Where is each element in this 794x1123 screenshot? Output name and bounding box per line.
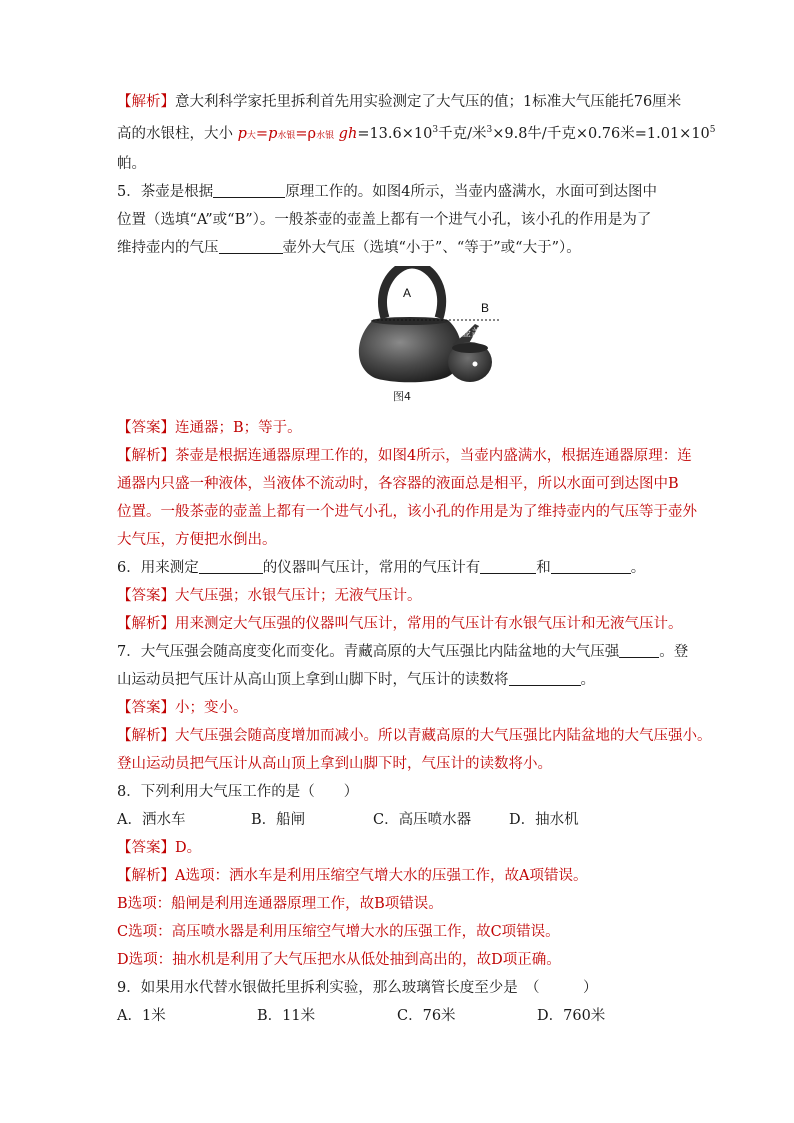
teapot-handle [382,266,441,318]
q8-option-c: C．高压喷水器 [373,812,472,828]
q8-analysis-a: 【解析】A选项：洒水车是利用压缩空气增大水的压强工作，故A项错误。 [117,868,588,884]
q6-blank-1 [199,559,263,574]
q9-options [117,1002,687,1030]
q7-blank-1 [619,643,659,658]
q8-analysis-d: D选项：抽水机是利用了大气压把水从低处抽到高出的，故D项正确。 [117,952,561,968]
q4-analysis-line-2: 高的水银柱，大小 p大=p水银=ρ水银 $gh=13.6\times 10^3$千克/米$^3$×9.8牛/千克×0.76米$=1.01\times 10^5$ [117,125,716,142]
q6-answer: 【答案】大气压强；水银气压计；无液气压计。 [117,588,422,604]
q6-stem: 6．用来测定 的仪器叫气压计，常用的气压计有 和 。 [117,560,646,576]
label-lid: 壶盖 [461,328,481,339]
q9-stem: 9．如果用水代替水银做托里拆利实验，那么玻璃管长度至少是 （ ） [117,980,598,996]
q8-analysis-c: C选项：高压喷水器是利用压缩空气增大水的压强工作，故C项错误。 [117,924,560,940]
pressure-formula: p大=p水银=ρ水银 gh [237,126,358,142]
label-a: A [403,286,412,300]
q7-answer: 【答案】小；变小。 [117,700,248,716]
teapot-body [359,321,462,382]
q9-option-a: A．1米 [117,1008,166,1024]
label-b: B [481,301,490,315]
q8-stem: 8．下列利用大气压工作的是（ ） [117,784,359,800]
q6-analysis: 【解析】用来测定大气压强的仪器叫气压计，常用的气压计有水银气压计和无液气压计。 [117,616,683,632]
q7-stem-line-1: 7．大气压强会随高度变化而变化。青藏高原的大气压强比内陆盆地的大气压强 。登 [117,644,689,660]
q8-options [117,806,687,834]
q5-answer: 【答案】连通器；B；等于。 [117,420,302,436]
q8-option-a: A．洒水车 [117,812,186,828]
q9-option-b: B．11米 [257,1008,316,1024]
q4-analysis-line-3: 帕。 [117,156,146,172]
q5-blank-1 [213,183,285,198]
q5-stem-line-3: 维持壶内的气压 壶外大气压（选填“小于”、“等于”或“大于”）。 [117,240,581,256]
q7-analysis-line-1: 【解析】大气压强会随高度增加而减小。所以青藏高原的大气压强比内陆盆地的大气压强小。 [117,728,712,744]
q8-analysis-b: B选项：船闸是利用连通器原理工作，故B项错误。 [117,896,443,912]
q6-blank-3 [551,559,631,574]
q5-blank-2 [219,239,283,254]
q7-stem-line-2: 山运动员把气压计从高山顶上拿到山脚下时，气压计的读数将 。 [117,672,595,688]
figure-caption: 图4 [393,390,411,403]
q4-analysis-line-1: 【解析】意大利科学家托里拆利首先用实验测定了大气压的值；1标准大气压能托76厘米 [117,94,682,110]
q5-stem-line-2: 位置（选填“A”或“B”）。一般茶壶的壶盖上都有一个进气小孔，该小孔的作用是为了 [117,212,652,228]
q5-analysis-line-3: 位置。一般茶壶的壶盖上都有一个进气小孔，该小孔的作用是为了维持壶内的气压等于壶外 [117,504,697,520]
teapot-figure [117,266,794,386]
air-hole-icon [473,362,478,367]
q7-blank-2 [509,671,581,686]
q8-answer: 【答案】D。 [117,840,202,856]
q8-option-d: D．抽水机 [509,812,579,828]
analysis-tag: 【解析】 [117,94,175,110]
q6-blank-2 [480,559,536,574]
q5-stem-line-1: 5．茶壶是根据 原理工作的。如图4所示，当壶内盛满水，水面可到达图中 [117,184,657,200]
q9-option-c: C．76米 [397,1008,456,1024]
q5-analysis-line-1: 【解析】茶壶是根据连通器原理工作的，如图4所示，当壶内盛满水，根据连通器原理：连 [117,448,692,464]
q5-analysis-line-2: 通器内只盛一种液体，当液体不流动时，各容器的液面总是相平，所以水面可到达图中B [117,476,679,492]
q9-option-d: D．760米 [537,1008,606,1024]
q5-analysis-line-4: 大气压，方便把水倒出。 [117,532,277,548]
teapot-illustration [117,266,687,386]
q7-analysis-line-2: 登山运动员把气压计从高山顶上拿到山脚下时，气压计的读数将小。 [117,756,552,772]
document-content [117,88,716,1030]
q8-option-b: B．船闸 [251,812,306,828]
